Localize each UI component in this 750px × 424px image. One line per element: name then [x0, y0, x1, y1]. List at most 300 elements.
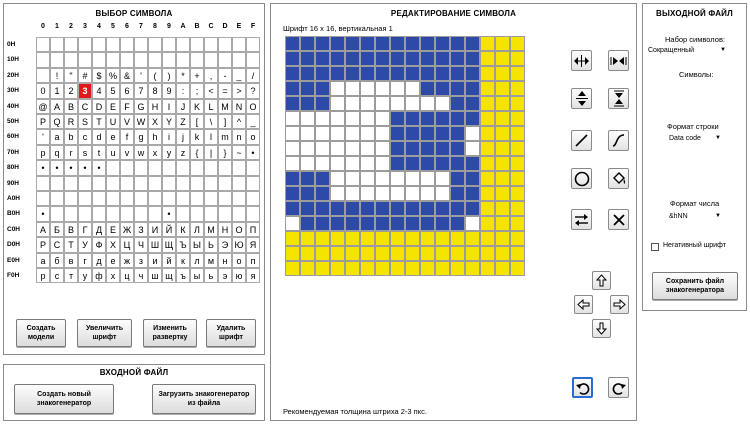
pixel-cell[interactable]	[435, 111, 450, 126]
charset-select[interactable]	[648, 47, 726, 54]
pixel-cell[interactable]	[390, 246, 405, 261]
pixel-cell[interactable]	[360, 231, 375, 246]
pixel-cell[interactable]	[330, 66, 345, 81]
pixel-cell[interactable]	[390, 141, 405, 156]
pixel-cell[interactable]	[435, 141, 450, 156]
pixel-cell[interactable]	[450, 216, 465, 231]
pixel-cell[interactable]	[390, 66, 405, 81]
pixel-cell[interactable]	[495, 201, 510, 216]
symbol-cell[interactable]: U	[106, 114, 120, 129]
pixel-cell[interactable]	[330, 141, 345, 156]
symbol-cell[interactable]: И	[148, 222, 162, 237]
pixel-cell[interactable]	[390, 186, 405, 201]
symbol-cell[interactable]	[232, 176, 246, 191]
symbol-cell[interactable]: •	[246, 145, 260, 160]
symbol-cell[interactable]: Д	[92, 222, 106, 237]
pixel-cell[interactable]	[450, 81, 465, 96]
pixel-cell[interactable]	[345, 126, 360, 141]
symbol-cell[interactable]: •	[50, 160, 64, 175]
symbol-cell[interactable]: _	[246, 114, 260, 129]
symbol-cell[interactable]: |	[204, 145, 218, 160]
pixel-cell[interactable]	[465, 261, 480, 276]
pixel-cell[interactable]	[285, 126, 300, 141]
symbol-cell[interactable]: к	[176, 253, 190, 268]
symbol-cell[interactable]: Н	[218, 222, 232, 237]
symbol-cell[interactable]	[218, 176, 232, 191]
pixel-cell[interactable]	[330, 156, 345, 171]
pixel-cell[interactable]	[330, 126, 345, 141]
symbol-cell[interactable]	[218, 160, 232, 175]
pixel-cell[interactable]	[330, 261, 345, 276]
pixel-cell[interactable]	[375, 246, 390, 261]
symbol-cell[interactable]: V	[120, 114, 134, 129]
symbol-cell[interactable]: a	[50, 129, 64, 144]
pixel-cell[interactable]	[510, 36, 525, 51]
symbol-cell[interactable]: <	[204, 83, 218, 98]
pixel-cell[interactable]	[285, 36, 300, 51]
pixel-cell[interactable]	[405, 231, 420, 246]
symbol-cell[interactable]: =	[218, 83, 232, 98]
symbol-cell[interactable]: К	[176, 222, 190, 237]
number-format-select[interactable]	[669, 213, 721, 220]
pixel-cell[interactable]	[360, 51, 375, 66]
pixel-cell[interactable]	[495, 36, 510, 51]
pixel-cell[interactable]	[480, 111, 495, 126]
symbol-cell[interactable]	[204, 206, 218, 221]
symbol-cell[interactable]: 0	[36, 83, 50, 98]
pixel-cell[interactable]	[390, 36, 405, 51]
symbol-cell[interactable]: б	[50, 253, 64, 268]
symbol-cell[interactable]: m	[218, 129, 232, 144]
symbol-cell[interactable]: {	[190, 145, 204, 160]
symbol-cell[interactable]: 1	[50, 83, 64, 98]
pixel-cell[interactable]	[405, 171, 420, 186]
symbol-cell[interactable]	[64, 52, 78, 67]
pixel-cell[interactable]	[480, 81, 495, 96]
pixel-cell[interactable]	[375, 141, 390, 156]
pixel-cell[interactable]	[465, 156, 480, 171]
symbol-cell[interactable]: Х	[106, 237, 120, 252]
pixel-cell[interactable]	[330, 216, 345, 231]
pixel-cell[interactable]	[315, 111, 330, 126]
redo-button[interactable]	[608, 377, 629, 398]
symbol-cell[interactable]	[176, 52, 190, 67]
pixel-cell[interactable]	[420, 126, 435, 141]
pixel-cell[interactable]	[495, 126, 510, 141]
pixel-cell[interactable]	[435, 216, 450, 231]
delete-font-button[interactable]: Удалить шрифт	[206, 319, 256, 347]
symbol-cell[interactable]	[120, 206, 134, 221]
symbol-cell[interactable]	[148, 176, 162, 191]
symbol-cell[interactable]	[106, 176, 120, 191]
symbol-cell[interactable]: д	[92, 253, 106, 268]
pixel-cell[interactable]	[375, 216, 390, 231]
pixel-cell[interactable]	[345, 246, 360, 261]
symbol-cell[interactable]: q	[50, 145, 64, 160]
pixel-cell[interactable]	[300, 216, 315, 231]
pixel-cell[interactable]	[300, 81, 315, 96]
symbol-cell[interactable]: p	[36, 145, 50, 160]
symbol-cell[interactable]: ]	[218, 114, 232, 129]
pixel-cell[interactable]	[390, 231, 405, 246]
symbol-cell[interactable]	[120, 37, 134, 52]
symbol-cell[interactable]: -	[218, 68, 232, 83]
line-format-select[interactable]	[669, 135, 721, 142]
pixel-cell[interactable]	[405, 216, 420, 231]
pixel-cell[interactable]	[510, 66, 525, 81]
symbol-cell[interactable]: ц	[120, 268, 134, 283]
symbol-cell[interactable]: o	[246, 129, 260, 144]
shift-right-button[interactable]	[610, 295, 629, 314]
pixel-cell[interactable]	[510, 81, 525, 96]
symbol-cell[interactable]	[78, 52, 92, 67]
symbol-cell[interactable]	[204, 37, 218, 52]
pixel-cell[interactable]	[510, 141, 525, 156]
symbol-cell[interactable]: •	[36, 160, 50, 175]
pixel-cell[interactable]	[375, 231, 390, 246]
symbol-cell[interactable]: о	[232, 253, 246, 268]
pixel-cell[interactable]	[435, 51, 450, 66]
pixel-cell[interactable]	[450, 51, 465, 66]
pixel-cell[interactable]	[300, 36, 315, 51]
symbol-cell[interactable]: Й	[162, 222, 176, 237]
pixel-cell[interactable]	[435, 171, 450, 186]
symbol-cell[interactable]	[134, 206, 148, 221]
pixel-cell[interactable]	[435, 96, 450, 111]
symbol-cell[interactable]: •	[162, 206, 176, 221]
symbol-cell[interactable]	[106, 52, 120, 67]
pixel-cell[interactable]	[345, 156, 360, 171]
pixel-cell[interactable]	[450, 36, 465, 51]
pixel-cell[interactable]	[330, 231, 345, 246]
line-tool-button[interactable]	[571, 130, 592, 151]
symbol-cell[interactable]	[176, 176, 190, 191]
swap-tool-button[interactable]	[571, 209, 592, 230]
symbol-cell[interactable]: 2	[64, 83, 78, 98]
pixel-cell[interactable]	[315, 96, 330, 111]
pixel-cell[interactable]	[435, 156, 450, 171]
pixel-cell[interactable]	[495, 51, 510, 66]
symbol-cell[interactable]: Ч	[134, 237, 148, 252]
pixel-cell[interactable]	[360, 111, 375, 126]
pixel-cell[interactable]	[300, 231, 315, 246]
pixel-cell[interactable]	[510, 216, 525, 231]
pixel-cell[interactable]	[375, 66, 390, 81]
create-new-generator-button[interactable]: Создать новый знакогенератор	[14, 384, 114, 414]
symbol-cell[interactable]: w	[134, 145, 148, 160]
pixel-cell[interactable]	[420, 51, 435, 66]
pixel-cell[interactable]	[465, 96, 480, 111]
symbol-cell[interactable]	[246, 206, 260, 221]
pixel-cell[interactable]	[435, 126, 450, 141]
pixel-cell[interactable]	[405, 201, 420, 216]
symbol-cell[interactable]: Ь	[204, 237, 218, 252]
symbol-cell[interactable]: э	[218, 268, 232, 283]
pixel-cell[interactable]	[300, 186, 315, 201]
symbol-cell[interactable]: Y	[162, 114, 176, 129]
pixel-cell[interactable]	[285, 111, 300, 126]
pixel-cell[interactable]	[510, 246, 525, 261]
pixel-cell[interactable]	[360, 201, 375, 216]
pixel-cell[interactable]	[450, 156, 465, 171]
symbol-cell[interactable]: S	[78, 114, 92, 129]
symbol-cell[interactable]: z	[176, 145, 190, 160]
pixel-cell[interactable]	[360, 156, 375, 171]
pixel-cell[interactable]	[375, 36, 390, 51]
pixel-cell[interactable]	[495, 246, 510, 261]
pixel-cell[interactable]	[345, 216, 360, 231]
pixel-cell[interactable]	[495, 171, 510, 186]
pixel-cell[interactable]	[480, 141, 495, 156]
symbol-cell[interactable]: H	[148, 99, 162, 114]
pixel-cell[interactable]	[465, 186, 480, 201]
pixel-cell[interactable]	[480, 96, 495, 111]
symbol-cell[interactable]	[246, 176, 260, 191]
symbol-cell[interactable]: X	[148, 114, 162, 129]
pixel-cell[interactable]	[375, 261, 390, 276]
symbol-cell[interactable]	[64, 176, 78, 191]
symbol-cell[interactable]: Щ	[162, 237, 176, 252]
symbol-cell[interactable]: й	[162, 253, 176, 268]
pixel-cell[interactable]	[315, 246, 330, 261]
symbol-cell[interactable]: x	[148, 145, 162, 160]
symbol-cell[interactable]: и	[148, 253, 162, 268]
symbol-cell[interactable]: b	[64, 129, 78, 144]
symbol-cell[interactable]	[64, 206, 78, 221]
pixel-cell[interactable]	[375, 126, 390, 141]
pixel-cell[interactable]	[480, 261, 495, 276]
pixel-cell[interactable]	[345, 201, 360, 216]
symbol-cell[interactable]	[134, 37, 148, 52]
pixel-cell[interactable]	[315, 36, 330, 51]
pixel-cell[interactable]	[345, 81, 360, 96]
pixel-cell[interactable]	[300, 201, 315, 216]
symbol-cell[interactable]: L	[204, 99, 218, 114]
symbol-cell[interactable]: Ъ	[176, 237, 190, 252]
symbol-cell[interactable]: J	[176, 99, 190, 114]
symbol-cell[interactable]: E	[106, 99, 120, 114]
symbol-cell[interactable]: Ц	[120, 237, 134, 252]
symbol-cell[interactable]	[134, 52, 148, 67]
pixel-cell[interactable]	[390, 51, 405, 66]
pixel-cell[interactable]	[300, 66, 315, 81]
pixel-cell[interactable]	[315, 156, 330, 171]
symbol-cell[interactable]	[232, 191, 246, 206]
pixel-cell[interactable]	[465, 231, 480, 246]
pixel-cell[interactable]	[480, 171, 495, 186]
pixel-cell[interactable]	[495, 231, 510, 246]
pixel-cell[interactable]	[480, 36, 495, 51]
symbol-cell[interactable]: h	[148, 129, 162, 144]
pixel-cell[interactable]	[420, 36, 435, 51]
pixel-cell[interactable]	[285, 201, 300, 216]
symbol-cell[interactable]: P	[36, 114, 50, 129]
symbol-cell[interactable]	[120, 160, 134, 175]
symbol-cell[interactable]: K	[190, 99, 204, 114]
symbol-cell[interactable]	[204, 160, 218, 175]
pixel-cell[interactable]	[480, 51, 495, 66]
symbol-cell[interactable]	[162, 37, 176, 52]
pixel-cell[interactable]	[405, 36, 420, 51]
symbol-cell[interactable]: /	[246, 68, 260, 83]
pixel-cell[interactable]	[510, 231, 525, 246]
pixel-cell[interactable]	[345, 231, 360, 246]
pixel-cell[interactable]	[390, 126, 405, 141]
pixel-cell[interactable]	[435, 81, 450, 96]
symbol-cell[interactable]: ~	[232, 145, 246, 160]
symbol-cell[interactable]: С	[50, 237, 64, 252]
pixel-cell[interactable]	[345, 66, 360, 81]
symbol-cell[interactable]: 5	[106, 83, 120, 98]
symbol-cell[interactable]: л	[190, 253, 204, 268]
pixel-cell[interactable]	[465, 141, 480, 156]
pixel-cell[interactable]	[360, 141, 375, 156]
pixel-cell[interactable]	[315, 141, 330, 156]
pixel-cell[interactable]	[405, 261, 420, 276]
symbol-cell[interactable]: •	[64, 160, 78, 175]
symbol-cell[interactable]: [	[190, 114, 204, 129]
pixel-cell[interactable]	[405, 111, 420, 126]
symbol-cell[interactable]: g	[134, 129, 148, 144]
pixel-cell[interactable]	[510, 201, 525, 216]
pixel-cell[interactable]	[450, 231, 465, 246]
pixel-cell[interactable]	[375, 186, 390, 201]
shift-left-button[interactable]	[574, 295, 593, 314]
symbol-cell[interactable]	[148, 206, 162, 221]
symbol-cell[interactable]: Г	[78, 222, 92, 237]
symbol-cell[interactable]: u	[106, 145, 120, 160]
pixel-cell[interactable]	[435, 246, 450, 261]
pixel-cell[interactable]	[405, 66, 420, 81]
symbol-cell[interactable]: Я	[246, 237, 260, 252]
pixel-cell[interactable]	[360, 96, 375, 111]
symbol-cell[interactable]	[134, 176, 148, 191]
pixel-cell[interactable]	[375, 156, 390, 171]
pixel-cell[interactable]	[420, 231, 435, 246]
flip-vertical-inward-button[interactable]	[608, 88, 629, 109]
pixel-cell[interactable]	[420, 216, 435, 231]
pixel-cell[interactable]	[450, 186, 465, 201]
symbol-cell[interactable]: y	[162, 145, 176, 160]
symbol-cell[interactable]: ч	[134, 268, 148, 283]
symbol-cell[interactable]: :	[176, 83, 190, 98]
pixel-cell[interactable]	[480, 231, 495, 246]
pixel-cell[interactable]	[330, 186, 345, 201]
symbol-cell[interactable]	[246, 191, 260, 206]
symbol-cell[interactable]	[218, 206, 232, 221]
pixel-cell[interactable]	[480, 186, 495, 201]
symbol-cell[interactable]: А	[36, 222, 50, 237]
pixel-cell[interactable]	[315, 51, 330, 66]
symbol-cell[interactable]	[204, 176, 218, 191]
pixel-cell[interactable]	[405, 246, 420, 261]
symbol-cell[interactable]	[78, 37, 92, 52]
symbol-cell[interactable]: т	[64, 268, 78, 283]
pixel-cell[interactable]	[360, 81, 375, 96]
symbol-cell[interactable]	[92, 206, 106, 221]
pixel-cell[interactable]	[315, 231, 330, 246]
pixel-cell[interactable]	[360, 66, 375, 81]
symbol-cell[interactable]: г	[78, 253, 92, 268]
shift-up-button[interactable]	[592, 271, 611, 290]
pixel-cell[interactable]	[450, 141, 465, 156]
symbol-cell[interactable]	[106, 206, 120, 221]
symbol-cell[interactable]: Э	[218, 237, 232, 252]
symbol-cell[interactable]	[162, 52, 176, 67]
pixel-cell[interactable]	[480, 246, 495, 261]
pixel-cell[interactable]	[450, 66, 465, 81]
pixel-cell[interactable]	[285, 96, 300, 111]
pixel-cell[interactable]	[285, 156, 300, 171]
symbol-cell[interactable]	[64, 37, 78, 52]
symbol-cell[interactable]: I	[162, 99, 176, 114]
pixel-cell[interactable]	[345, 141, 360, 156]
symbol-cell[interactable]	[50, 191, 64, 206]
pixel-cell[interactable]	[390, 171, 405, 186]
flip-inward-button[interactable]	[608, 50, 629, 71]
symbol-cell[interactable]: c	[78, 129, 92, 144]
symbol-cell[interactable]	[246, 160, 260, 175]
symbol-cell[interactable]: O	[246, 99, 260, 114]
symbol-cell[interactable]	[106, 191, 120, 206]
symbol-cell[interactable]: М	[204, 222, 218, 237]
symbol-cell[interactable]	[78, 191, 92, 206]
pixel-cell[interactable]	[420, 261, 435, 276]
pixel-cell[interactable]	[330, 36, 345, 51]
save-generator-button[interactable]: Сохранить файл знакогенератора	[652, 272, 738, 300]
symbol-cell[interactable]: F	[120, 99, 134, 114]
symbol-cell[interactable]: ф	[92, 268, 106, 283]
pixel-cell[interactable]	[435, 231, 450, 246]
pixel-cell[interactable]	[285, 186, 300, 201]
pixel-cell[interactable]	[285, 231, 300, 246]
symbol-cell[interactable]	[176, 160, 190, 175]
pixel-cell[interactable]	[495, 96, 510, 111]
pixel-cell[interactable]	[465, 216, 480, 231]
pixel-cell[interactable]	[480, 201, 495, 216]
pixel-cell[interactable]	[300, 111, 315, 126]
symbol-cell[interactable]: s	[78, 145, 92, 160]
symbol-cell[interactable]: ъ	[176, 268, 190, 283]
pixel-cell[interactable]	[450, 111, 465, 126]
symbol-cell[interactable]: t	[92, 145, 106, 160]
pixel-cell[interactable]	[405, 126, 420, 141]
symbol-cell[interactable]: j	[176, 129, 190, 144]
pixel-cell[interactable]	[315, 171, 330, 186]
symbol-cell[interactable]: @	[36, 99, 50, 114]
symbol-cell[interactable]: ь	[204, 268, 218, 283]
pixel-cell[interactable]	[300, 171, 315, 186]
symbol-cell[interactable]: ,	[204, 68, 218, 83]
symbol-cell[interactable]: (	[148, 68, 162, 83]
symbol-cell[interactable]: н	[218, 253, 232, 268]
pixel-cell[interactable]	[345, 171, 360, 186]
pixel-cell[interactable]	[465, 111, 480, 126]
symbol-cell[interactable]	[36, 52, 50, 67]
symbol-cell[interactable]	[246, 52, 260, 67]
symbol-cell[interactable]	[92, 176, 106, 191]
symbol-cell[interactable]: в	[64, 253, 78, 268]
fill-tool-button[interactable]	[608, 168, 629, 189]
symbol-cell[interactable]	[120, 52, 134, 67]
symbol-cell[interactable]: B	[64, 99, 78, 114]
pixel-cell[interactable]	[405, 96, 420, 111]
pixel-cell[interactable]	[390, 81, 405, 96]
symbol-cell[interactable]: е	[106, 253, 120, 268]
pixel-cell[interactable]	[345, 36, 360, 51]
symbol-cell[interactable]: *	[176, 68, 190, 83]
symbol-cell[interactable]	[148, 52, 162, 67]
